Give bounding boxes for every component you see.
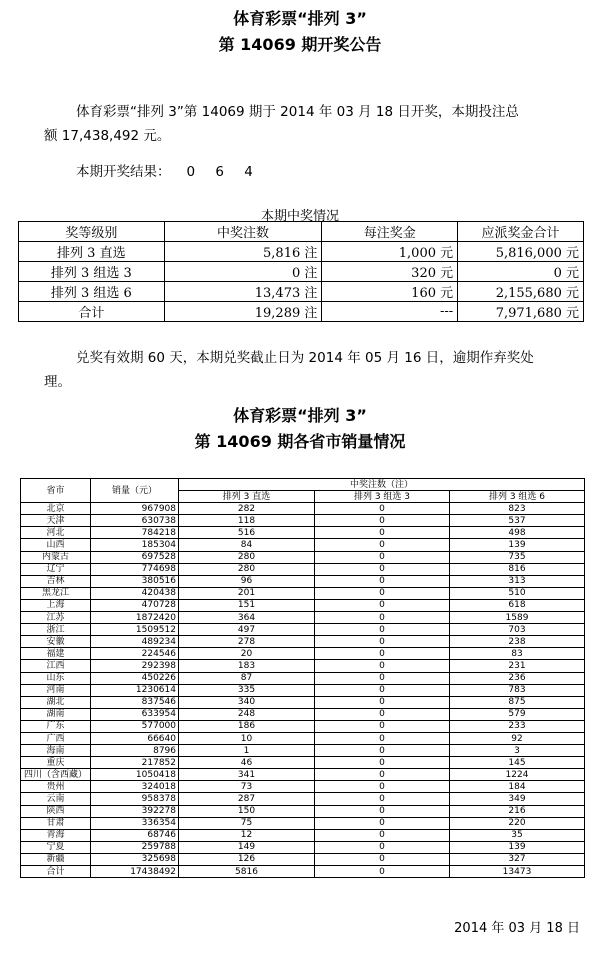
sales-amount-cell: 633954 <box>91 708 179 720</box>
prize-total: 0 元 <box>458 262 584 282</box>
group3-count-cell: 0 <box>315 684 450 696</box>
province-cell: 内蒙古 <box>21 551 91 563</box>
table-row <box>21 648 585 660</box>
table-row <box>21 624 585 636</box>
prize-table-header <box>19 222 584 242</box>
group6-count-cell: 139 <box>450 841 585 853</box>
group3-count-cell: 0 <box>315 866 450 878</box>
intro-line-2: 额 17,438,492 元。 <box>44 128 171 144</box>
sales-amount-cell: 325698 <box>91 853 179 865</box>
prize-header-total: 应派奖金合计 <box>458 222 584 242</box>
province-cell: 上海 <box>21 599 91 611</box>
table-row <box>21 805 585 817</box>
group3-count-cell: 0 <box>315 745 450 757</box>
sales-amount-cell: 470728 <box>91 599 179 611</box>
direct-count-cell: 335 <box>179 684 315 696</box>
province-cell: 北京 <box>21 503 91 515</box>
notice-line-2: 理。 <box>44 374 71 390</box>
group6-count-cell: 618 <box>450 599 585 611</box>
direct-count-cell: 201 <box>179 587 315 599</box>
group6-count-cell: 92 <box>450 732 585 744</box>
direct-count-cell: 183 <box>179 660 315 672</box>
prize-count: 0 注 <box>164 262 322 282</box>
province-cell: 青海 <box>21 829 91 841</box>
table-row <box>21 745 585 757</box>
province-cell: 宁夏 <box>21 841 91 853</box>
sales-amount-cell: 784218 <box>91 527 179 539</box>
group6-count-cell: 3 <box>450 745 585 757</box>
group6-count-cell: 783 <box>450 684 585 696</box>
prize-total: 7,971,680 元 <box>458 302 584 322</box>
table-row <box>21 672 585 684</box>
group3-count-cell: 0 <box>315 563 450 575</box>
group6-count-cell: 145 <box>450 757 585 769</box>
intro-paragraph <box>44 100 584 148</box>
sales-amount-cell: 630738 <box>91 515 179 527</box>
direct-count-cell: 150 <box>179 805 315 817</box>
group6-count-cell: 510 <box>450 587 585 599</box>
group6-count-cell: 537 <box>450 515 585 527</box>
direct-count-cell: 73 <box>179 781 315 793</box>
group6-count-cell: 184 <box>450 781 585 793</box>
table-row <box>21 817 585 829</box>
prize-level: 排列 3 直选 <box>19 242 165 262</box>
province-cell: 陕西 <box>21 805 91 817</box>
group6-count-cell: 1589 <box>450 612 585 624</box>
sales-amount-cell: 489234 <box>91 636 179 648</box>
sales-amount-cell: 324018 <box>91 781 179 793</box>
table-row <box>21 515 585 527</box>
table-row <box>21 853 585 865</box>
sales-amount-cell: 66640 <box>91 732 179 744</box>
sales-amount-cell: 958378 <box>91 793 179 805</box>
prize-count: 13,473 注 <box>164 282 322 302</box>
prize-amount: 1,000 元 <box>322 242 458 262</box>
table-row <box>21 866 585 878</box>
group3-count-cell: 0 <box>315 769 450 781</box>
sales-header-amount: 销量（元） <box>91 479 179 503</box>
group3-count-cell: 0 <box>315 648 450 660</box>
prize-header-count: 中奖注数 <box>164 222 322 242</box>
table-row <box>21 612 585 624</box>
sales-amount-cell: 1872420 <box>91 612 179 624</box>
sales-amount-cell: 774698 <box>91 563 179 575</box>
sales-header-winners: 中奖注数（注） <box>179 479 585 491</box>
group6-count-cell: 735 <box>450 551 585 563</box>
group3-count-cell: 0 <box>315 599 450 611</box>
sales-subheader-direct: 排列 3 直选 <box>179 491 315 503</box>
sales-table <box>20 478 585 878</box>
sales-amount-cell: 1509512 <box>91 624 179 636</box>
province-cell: 海南 <box>21 745 91 757</box>
direct-count-cell: 497 <box>179 624 315 636</box>
group3-count-cell: 0 <box>315 587 450 599</box>
sales-amount-cell: 1230614 <box>91 684 179 696</box>
prize-table <box>18 221 584 322</box>
group6-count-cell: 233 <box>450 720 585 732</box>
province-cell: 浙江 <box>21 624 91 636</box>
direct-count-cell: 96 <box>179 575 315 587</box>
table-row <box>21 563 585 575</box>
sales-table-body <box>21 503 585 878</box>
sales-amount-cell: 292398 <box>91 660 179 672</box>
province-cell: 天津 <box>21 515 91 527</box>
table-row <box>21 551 585 563</box>
group3-count-cell: 0 <box>315 829 450 841</box>
group6-count-cell: 327 <box>450 853 585 865</box>
table-row <box>19 302 584 322</box>
group3-count-cell: 0 <box>315 732 450 744</box>
group3-count-cell: 0 <box>315 817 450 829</box>
sales-subtitle: 第 14069 期各省市销量情况 <box>194 432 406 451</box>
table-row <box>21 684 585 696</box>
table-row <box>21 793 585 805</box>
direct-count-cell: 280 <box>179 551 315 563</box>
group6-count-cell: 216 <box>450 805 585 817</box>
province-cell: 黑龙江 <box>21 587 91 599</box>
direct-count-cell: 186 <box>179 720 315 732</box>
province-cell: 安徽 <box>21 636 91 648</box>
direct-count-cell: 126 <box>179 853 315 865</box>
sales-amount-cell: 185304 <box>91 539 179 551</box>
group6-count-cell: 313 <box>450 575 585 587</box>
province-cell: 河南 <box>21 684 91 696</box>
direct-count-cell: 20 <box>179 648 315 660</box>
province-cell: 甘肃 <box>21 817 91 829</box>
province-cell: 云南 <box>21 793 91 805</box>
intro-line-1: 体育彩票“排列 3”第 14069 期于 2014 年 03 月 18 日开奖，本期投注总 <box>76 104 519 120</box>
table-row <box>21 503 585 515</box>
province-cell: 新疆 <box>21 853 91 865</box>
table-row <box>21 781 585 793</box>
table-row <box>21 575 585 587</box>
sales-subheader-group6: 排列 3 组选 6 <box>450 491 585 503</box>
group3-count-cell: 0 <box>315 720 450 732</box>
province-cell: 重庆 <box>21 757 91 769</box>
sales-amount-cell: 577000 <box>91 720 179 732</box>
group6-count-cell: 220 <box>450 817 585 829</box>
prize-total: 5,816,000 元 <box>458 242 584 262</box>
direct-count-cell: 280 <box>179 563 315 575</box>
group6-count-cell: 823 <box>450 503 585 515</box>
direct-count-cell: 5816 <box>179 866 315 878</box>
sales-header-row <box>21 479 585 491</box>
group3-count-cell: 0 <box>315 660 450 672</box>
notice-line-1: 兑奖有效期 60 天，本期兑奖截止日为 2014 年 05 月 16 日，逾期作弃奖处 <box>76 350 534 366</box>
prize-amount: 160 元 <box>322 282 458 302</box>
result-label: 本期开奖结果： <box>76 164 171 180</box>
province-cell: 江西 <box>21 660 91 672</box>
direct-count-cell: 282 <box>179 503 315 515</box>
group3-count-cell: 0 <box>315 624 450 636</box>
group6-count-cell: 13473 <box>450 866 585 878</box>
footer-date: 2014 年 03 月 18 日 <box>454 921 580 936</box>
direct-count-cell: 341 <box>179 769 315 781</box>
direct-count-cell: 1 <box>179 745 315 757</box>
table-row <box>21 757 585 769</box>
group6-count-cell: 83 <box>450 648 585 660</box>
sales-amount-cell: 68746 <box>91 829 179 841</box>
table-row <box>21 636 585 648</box>
direct-count-cell: 10 <box>179 732 315 744</box>
table-row <box>21 527 585 539</box>
group6-count-cell: 349 <box>450 793 585 805</box>
table-row <box>21 660 585 672</box>
group3-count-cell: 0 <box>315 515 450 527</box>
announcement-subtitle: 第 14069 期开奖公告 <box>218 35 382 54</box>
prize-level: 合计 <box>19 302 165 322</box>
province-cell: 辽宁 <box>21 563 91 575</box>
sales-subheader-group3: 排列 3 组选 3 <box>315 491 450 503</box>
direct-count-cell: 364 <box>179 612 315 624</box>
group6-count-cell: 35 <box>450 829 585 841</box>
sales-amount-cell: 217852 <box>91 757 179 769</box>
direct-count-cell: 340 <box>179 696 315 708</box>
province-cell: 湖北 <box>21 696 91 708</box>
province-cell: 福建 <box>21 648 91 660</box>
table-row <box>19 282 584 302</box>
province-cell: 广西 <box>21 732 91 744</box>
group6-count-cell: 703 <box>450 624 585 636</box>
province-cell: 吉林 <box>21 575 91 587</box>
province-cell: 广东 <box>21 720 91 732</box>
sales-amount-cell: 1050418 <box>91 769 179 781</box>
group6-count-cell: 579 <box>450 708 585 720</box>
prize-header-level: 奖等级别 <box>19 222 165 242</box>
table-row <box>21 587 585 599</box>
prize-count: 19,289 注 <box>164 302 322 322</box>
prize-amount: --- <box>322 302 458 322</box>
group3-count-cell: 0 <box>315 696 450 708</box>
prize-level: 排列 3 组选 6 <box>19 282 165 302</box>
table-row <box>19 242 584 262</box>
province-cell: 河北 <box>21 527 91 539</box>
group3-count-cell: 0 <box>315 793 450 805</box>
province-cell: 四川（含西藏） <box>21 769 91 781</box>
group3-count-cell: 0 <box>315 757 450 769</box>
group3-count-cell: 0 <box>315 527 450 539</box>
direct-count-cell: 248 <box>179 708 315 720</box>
sales-amount-cell: 837546 <box>91 696 179 708</box>
group6-count-cell: 1224 <box>450 769 585 781</box>
sales-amount-cell: 392278 <box>91 805 179 817</box>
table-row <box>21 708 585 720</box>
group6-count-cell: 231 <box>450 660 585 672</box>
group3-count-cell: 0 <box>315 503 450 515</box>
sales-amount-cell: 420438 <box>91 587 179 599</box>
group6-count-cell: 139 <box>450 539 585 551</box>
group3-count-cell: 0 <box>315 612 450 624</box>
direct-count-cell: 287 <box>179 793 315 805</box>
table-row <box>21 696 585 708</box>
province-cell: 合计 <box>21 866 91 878</box>
group3-count-cell: 0 <box>315 805 450 817</box>
group3-count-cell: 0 <box>315 708 450 720</box>
sales-amount-cell: 697528 <box>91 551 179 563</box>
direct-count-cell: 151 <box>179 599 315 611</box>
group3-count-cell: 0 <box>315 575 450 587</box>
direct-count-cell: 75 <box>179 817 315 829</box>
province-cell: 江苏 <box>21 612 91 624</box>
sales-title: 体育彩票“排列 3” <box>233 406 367 425</box>
announcement-title: 体育彩票“排列 3” <box>233 9 367 28</box>
group6-count-cell: 875 <box>450 696 585 708</box>
sales-amount-cell: 450226 <box>91 672 179 684</box>
direct-count-cell: 87 <box>179 672 315 684</box>
group6-count-cell: 236 <box>450 672 585 684</box>
sales-amount-cell: 380516 <box>91 575 179 587</box>
table-row <box>21 829 585 841</box>
prize-header-amount: 每注奖金 <box>322 222 458 242</box>
group3-count-cell: 0 <box>315 539 450 551</box>
group3-count-cell: 0 <box>315 781 450 793</box>
province-cell: 山东 <box>21 672 91 684</box>
group3-count-cell: 0 <box>315 636 450 648</box>
table-row <box>21 599 585 611</box>
table-row <box>21 841 585 853</box>
direct-count-cell: 118 <box>179 515 315 527</box>
direct-count-cell: 516 <box>179 527 315 539</box>
province-cell: 湖南 <box>21 708 91 720</box>
direct-count-cell: 149 <box>179 841 315 853</box>
group3-count-cell: 0 <box>315 551 450 563</box>
sales-amount-cell: 17438492 <box>91 866 179 878</box>
group3-count-cell: 0 <box>315 841 450 853</box>
prize-count: 5,816 注 <box>164 242 322 262</box>
province-cell: 山西 <box>21 539 91 551</box>
table-row <box>21 720 585 732</box>
redemption-notice <box>44 346 584 394</box>
group3-count-cell: 0 <box>315 853 450 865</box>
group6-count-cell: 498 <box>450 527 585 539</box>
sales-header-province: 省市 <box>21 479 91 503</box>
prize-amount: 320 元 <box>322 262 458 282</box>
province-cell: 贵州 <box>21 781 91 793</box>
direct-count-cell: 46 <box>179 757 315 769</box>
group6-count-cell: 816 <box>450 563 585 575</box>
result-digits: 0 6 4 <box>186 164 261 180</box>
group6-count-cell: 238 <box>450 636 585 648</box>
table-row <box>21 732 585 744</box>
direct-count-cell: 12 <box>179 829 315 841</box>
sales-amount-cell: 336354 <box>91 817 179 829</box>
sales-amount-cell: 224546 <box>91 648 179 660</box>
prize-total: 2,155,680 元 <box>458 282 584 302</box>
table-row <box>19 262 584 282</box>
sales-amount-cell: 967908 <box>91 503 179 515</box>
draw-result <box>76 160 261 180</box>
prize-level: 排列 3 组选 3 <box>19 262 165 282</box>
direct-count-cell: 84 <box>179 539 315 551</box>
table-row <box>21 769 585 781</box>
prize-table-caption: 本期中奖情况 <box>260 209 339 224</box>
sales-amount-cell: 259788 <box>91 841 179 853</box>
table-row <box>21 539 585 551</box>
group3-count-cell: 0 <box>315 672 450 684</box>
sales-amount-cell: 8796 <box>91 745 179 757</box>
direct-count-cell: 278 <box>179 636 315 648</box>
